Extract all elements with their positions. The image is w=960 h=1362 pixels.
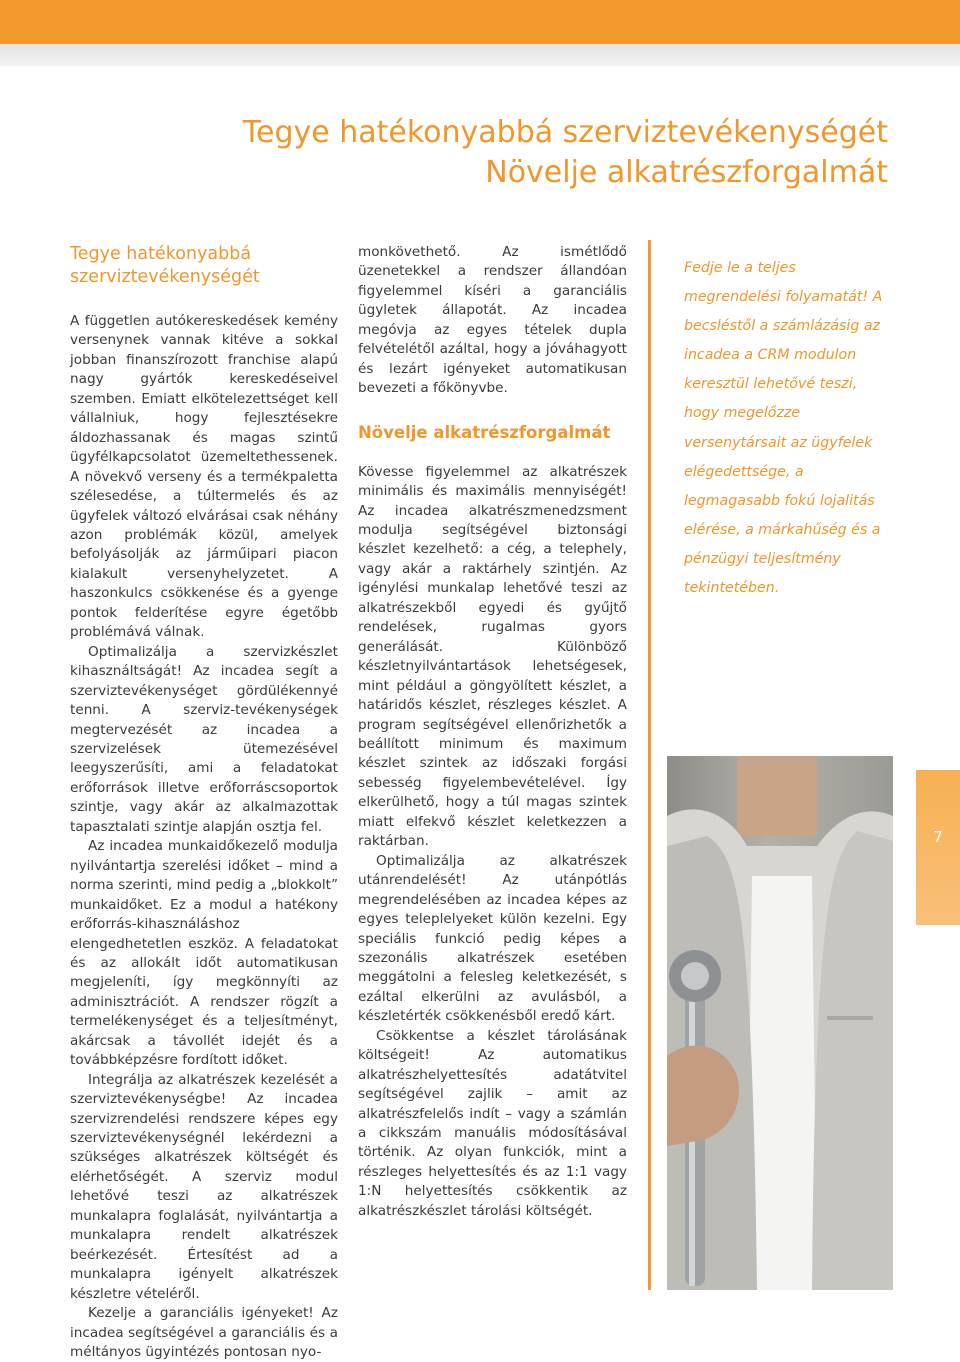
page-title-line-1: Tegye hatékonyabbá szerviztevékenységét <box>242 115 888 150</box>
paragraph: Integrálja az alkatrészek kezelését a szerviztevékenységbe! Az incadea szervizrendelési rendszere képes egy szerviztevékenységnél lekérdezni a szükséges alkatrészek költségét és elérhetőségét. A szerviz modul lehetővé teszi az alkatrészek munkalapra foglalását, nyilvántartja a munkalapra rendelt alkatrészek beérkezését. Értesítést ad a munkalapra igényelt alkatrészek készletre vételéről. <box>70 1071 338 1302</box>
paragraph: Kezelje a garanciális igényeket! Az incadea segítségével a garanciális és a méltányos ügyintézés pontosan nyo- <box>70 1305 338 1361</box>
mechanic-illustration <box>667 756 893 1290</box>
paragraph: Optimalizálja az alkatrészek utánrendelését! Az utánpótlás megrendelésében az incadea képes az egyes teleplelyeket külön kezelni. Egy speciális funkció pedig képes a szezonális alkatrészek esetében meggátolni a felesleg keletkezését, s ezáltal elkerülni az avulásból, a készletérték csökkenésből eredő kárt. <box>358 852 627 1025</box>
page-title <box>243 113 888 193</box>
page-number-tab <box>916 770 960 925</box>
paragraph: Az incadea munkaidőkezelő modulja nyilvántartja szerelési időket – mind a norma szerinti, mind pedig a „blokkolt” munkaidőket. Ez a modul a hatékony erőforrás-kihasználáshoz elengedhetetlen eszköz. A feladatokat és az allokált időt automatikusan megjeleníti, így megkönnyíti az adminisztrációt. A rendszer rögzít a termelékenységet és a teljesítményt, akárcsak a távollét idejét és a továbbképzésre fordított időket. <box>70 838 338 1069</box>
section-heading-service: Tegye hatékonyabbá szerviztevékenységét <box>70 244 260 287</box>
paragraph: Kövesse figyelemmel az alkatrészek minimális és maximális mennyiségét! Az incadea alkatrészmenedzsment modulja segítségével biztonsági készlet kezelhető: a cég, a telephely, vagy akár a raktárhely szintjén. Az igénylési munkalap lehetővé teszi az alkatrészekből egyedi és gyűjtő rendelések, rugalmas gyors generálását. Különböző készletnyilvántartások lehetségesek, mint például a göngyölített készlet, a határidős készlet, részleges készlet. A program segítségével ellenőrizhetők a beállított minimum és maximum készlet szintek az időszaki forgási sebesség figyelembevételével. Így elkerülhető, hogy a túl magas szintek miatt elfekvő készlet keletkezzen a raktárban. <box>358 463 627 850</box>
page-title-line-2: Növelje alkatrészforgalmát <box>485 155 888 190</box>
section-heading-parts: Növelje alkatrészforgalmát <box>358 422 611 442</box>
top-orange-bar <box>0 0 960 44</box>
left-text-column <box>70 243 338 1362</box>
paragraph: A független autókereskedések kemény versenynek vannak kitéve a sokkal jobban finanszírozott franchise alapú nagy gyártók kereskedéseivel szemben. Emiatt elkötelezettséget kell vállalniuk, hogy fejlesztésekre áldozhassanak és magas szintű ügyfélkapcsolatot üzemeltethessenek. A növekvő verseny és a termékpaletta szélesedése, a túltermelés és az ügyfelek változó elvárásai csak néhány azon problémák közül, amelyek befolyásolják az járműipari piacon kialakult versenyhelyzetet. A haszonkulcs csökkenése és a gyenge pontok felderítése egyre égetőbb problémává válnak. <box>70 313 338 641</box>
sidebar-quote: Fedje le a teljes megrendelési folyamatát! A becsléstől a számlázásig az incadea a CRM modulon keresztül lehetővé teszi, hogy megelőzze versenytársait az ügyfelek elégedettsége, a legmagasabb fokú lojalitás elérése, a márkahűség és a pénzügyi teljesítmény tekintetében. <box>684 260 883 597</box>
mechanic-photo <box>667 756 893 1290</box>
middle-text-column <box>358 243 627 1221</box>
paragraph: Optimalizálja a szervizkészlet kihasználtságát! Az incadea segít a szerviztevékenységet gördülékennyé tenni. A szerviz-tevékenységek megtervezését az incadea a szervizelések ütemezésével leegyszerűsíti, ami a feladatokat erőforrások illetve erőforráscsoportok szintje, vagy akár az alkalmazottak tapasztalati szintje alapján osztja fel. <box>70 643 338 835</box>
paragraph: monkövethető. Az ismétlődő üzenetekkel a rendszer állandóan figyelemmel kíséri a garanciális ügyletek állapotát. Az incadea megóvja az egyes tételek dupla felvételétől azáltal, hogy a jóváhagyott és lezárt igényeket automatikusan bevezeti a főkönyvbe. <box>358 244 627 397</box>
page-number: 7 <box>933 828 943 846</box>
top-grey-bar <box>0 44 960 66</box>
orange-vertical-divider <box>648 240 651 1290</box>
paragraph: Csökkentse a készlet tárolásának költségeit! Az automatikus alkatrészhelyettesítés adatátvitel segítségével zajlik – amit az alkatrészfelelős indít – vagy a számlán a cikkszám manuális módosításával történik. Az olyan funkciók, mint a részleges helyettesítés és az 1:1 vagy 1:N helyettesítés csökkentik az alkatrészkészlet tárolási költségét. <box>358 1027 627 1219</box>
